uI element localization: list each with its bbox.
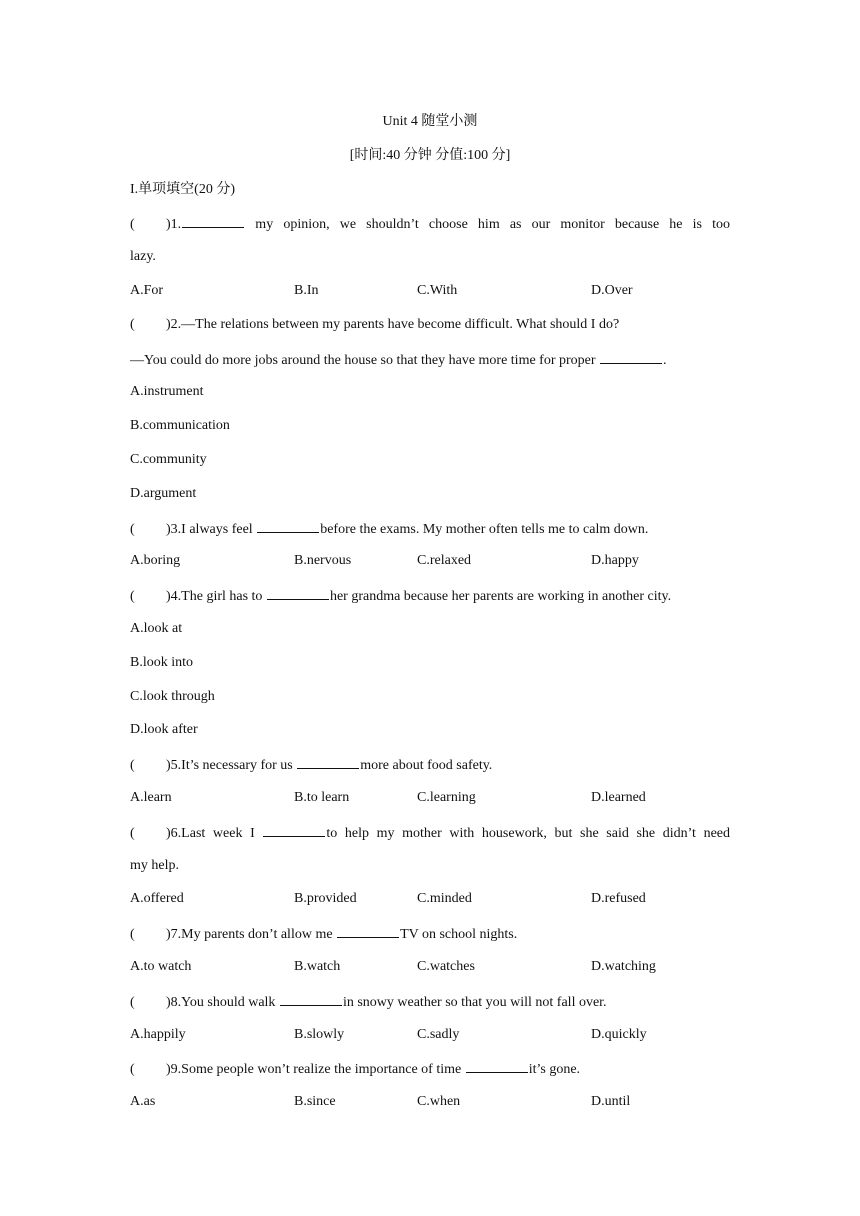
question-6 — [130, 822, 730, 856]
answer-paren: ( — [130, 1062, 135, 1078]
option-d: D.learned — [591, 789, 646, 805]
option-b: B.communication — [130, 418, 230, 434]
option-a: A.to watch — [130, 958, 192, 974]
question-5 — [130, 754, 730, 788]
answer-paren: ( — [130, 758, 135, 774]
answer-blank — [337, 923, 399, 938]
question-8 — [130, 991, 730, 1025]
option-a: A.instrument — [130, 384, 204, 400]
question-number: )8. — [166, 994, 182, 1010]
option-a: A.boring — [130, 553, 181, 569]
exam-content — [130, 112, 730, 1126]
question-7-options — [130, 957, 730, 991]
question-2 — [130, 315, 730, 349]
answer-paren: ( — [130, 825, 135, 841]
question-number: )1. — [166, 217, 182, 233]
option-c: C.With — [417, 282, 458, 298]
question-8-options — [130, 1025, 730, 1059]
question-text: My parents don’t allow me — [181, 927, 337, 943]
question-1-options — [130, 281, 730, 315]
option-b: B.watch — [294, 958, 341, 974]
option-d: D.watching — [591, 958, 656, 974]
answer-paren: ( — [130, 217, 135, 233]
question-text-end: more about food safety. — [360, 758, 493, 774]
option-c: C.relaxed — [417, 553, 472, 569]
option-a: A.as — [130, 1094, 156, 1110]
question-text-end: her grandma because her parents are working in another city. — [329, 589, 672, 605]
question-text: The girl has to — [181, 589, 266, 605]
option-c: C.when — [417, 1094, 461, 1110]
option-c: C.learning — [417, 789, 476, 805]
question-text: my opinion, we shouldn’t choose him as our monitor because he is too — [245, 217, 730, 233]
answer-blank — [297, 754, 359, 769]
page-title: Unit 4 随堂小测 — [382, 114, 478, 129]
option-d: D.refused — [591, 891, 646, 907]
question-number: )4. — [166, 589, 182, 605]
question-text: —You could do more jobs around the house so that they have more time for proper — [130, 352, 600, 368]
option-c: C.watches — [417, 958, 475, 974]
option-d: D.quickly — [591, 1026, 647, 1042]
answer-blank — [267, 585, 329, 600]
option-b: B.to learn — [294, 789, 350, 805]
option-a: A.For — [130, 282, 164, 298]
option-b: B.look into — [130, 654, 194, 670]
option-a: A.look at — [130, 620, 183, 636]
answer-paren: ( — [130, 521, 135, 537]
question-number: )5. — [166, 758, 182, 774]
answer-blank — [182, 213, 244, 228]
option-d: D.until — [591, 1094, 631, 1110]
question-2-reply — [130, 349, 730, 383]
question-1 — [130, 213, 730, 247]
question-text-end: it’s gone. — [528, 1062, 581, 1078]
answer-paren: ( — [130, 927, 135, 943]
question-text-end: in snowy weather so that you will not fall over. — [342, 994, 607, 1010]
question-1-continued: lazy. — [130, 249, 156, 265]
option-c: C.community — [130, 451, 207, 467]
question-number: )3. — [166, 521, 182, 537]
question-5-options — [130, 788, 730, 822]
question-9-options — [130, 1092, 730, 1126]
section-heading: I.单项填空(20 分) — [130, 181, 235, 197]
answer-blank — [466, 1058, 528, 1073]
answer-blank — [280, 991, 342, 1006]
option-b: B.slowly — [294, 1026, 345, 1042]
question-text-end: before the exams. My mother often tells me to calm down. — [320, 521, 649, 537]
question-text: I always feel — [181, 521, 257, 537]
question-text: Last week I — [181, 825, 263, 841]
question-number: )6. — [166, 825, 182, 841]
option-d: D.look after — [130, 722, 198, 738]
answer-blank — [257, 518, 319, 533]
option-c: C.minded — [417, 891, 472, 907]
answer-blank — [263, 822, 325, 837]
option-a: A.learn — [130, 789, 172, 805]
option-a: A.happily — [130, 1026, 186, 1042]
question-number: )9. — [166, 1062, 182, 1078]
question-text: You should walk — [181, 994, 279, 1010]
question-7 — [130, 923, 730, 957]
option-b: B.In — [294, 282, 319, 298]
question-text: —The relations between my parents have become difficult. What should I do? — [181, 316, 620, 332]
question-text-end: TV on school nights. — [400, 927, 518, 943]
question-4 — [130, 585, 730, 619]
option-d: D.happy — [591, 553, 639, 569]
answer-paren: ( — [130, 589, 135, 605]
question-3-options — [130, 551, 730, 585]
question-3 — [130, 518, 730, 552]
option-c: C.look through — [130, 688, 215, 704]
question-text-end: to help my mother with housework, but she said she didn’t need — [326, 825, 730, 841]
question-number: )2. — [166, 316, 182, 332]
question-9 — [130, 1058, 730, 1092]
question-6-options — [130, 889, 730, 923]
question-number: )7. — [166, 927, 182, 943]
option-b: B.since — [294, 1094, 336, 1110]
answer-paren: ( — [130, 994, 135, 1010]
option-b: B.provided — [294, 891, 357, 907]
option-b: B.nervous — [294, 553, 352, 569]
question-text-end: . — [663, 352, 667, 368]
option-c: C.sadly — [417, 1026, 460, 1042]
option-a: A.offered — [130, 891, 184, 907]
answer-blank — [600, 349, 662, 364]
option-d: D.Over — [591, 282, 633, 298]
exam-time-score: [时间:40 分钟 分值:100 分] — [349, 147, 511, 163]
question-6-continued: my help. — [130, 857, 179, 873]
answer-paren: ( — [130, 316, 135, 332]
option-d: D.argument — [130, 485, 197, 501]
question-text: It’s necessary for us — [181, 758, 297, 774]
question-text: Some people won’t realize the importance of time — [181, 1062, 465, 1078]
